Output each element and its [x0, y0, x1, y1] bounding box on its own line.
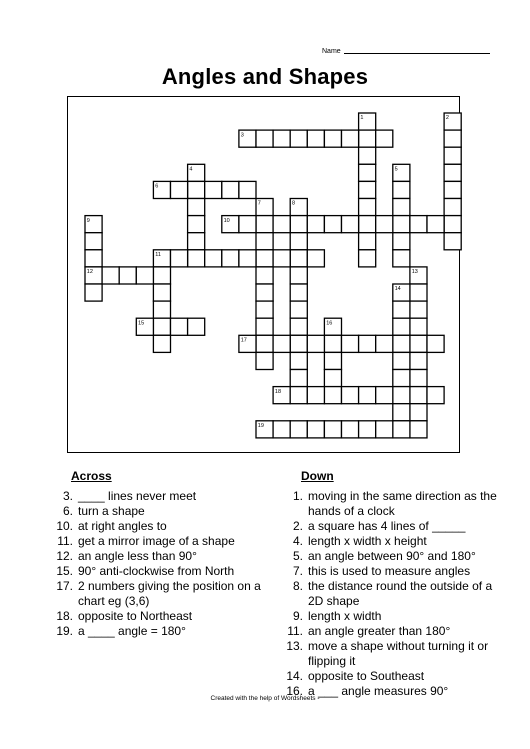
clue-number: 17. — [56, 579, 73, 593]
grid-cell[interactable] — [376, 421, 393, 438]
down-clues — [263, 469, 503, 699]
across-clue — [47, 609, 262, 624]
grid-cell[interactable] — [256, 318, 273, 335]
grid-cell[interactable] — [444, 199, 461, 216]
grid-cell[interactable] — [239, 216, 256, 233]
clue-text: an angle greater than 180° — [308, 624, 451, 638]
cell-number: 15 — [138, 320, 145, 327]
grid-cell[interactable] — [256, 267, 273, 284]
clue-text: turn a shape — [78, 504, 145, 518]
clue-text: opposite to Northeast — [78, 609, 193, 623]
grid-cell[interactable] — [393, 352, 410, 369]
grid-cell[interactable] — [290, 130, 307, 147]
grid-cell[interactable] — [410, 404, 427, 421]
grid-cell[interactable] — [188, 318, 205, 335]
clue-number: 9. — [292, 609, 303, 623]
grid-cell[interactable] — [342, 216, 359, 233]
grid-cell[interactable] — [342, 130, 359, 147]
grid-cell[interactable] — [393, 233, 410, 250]
grid-cell[interactable] — [153, 284, 170, 301]
grid-cell[interactable] — [290, 233, 307, 250]
clue-text: opposite to Southeast — [308, 669, 425, 683]
grid-cell[interactable] — [290, 250, 307, 267]
grid-cell[interactable] — [85, 233, 102, 250]
grid-cell[interactable] — [290, 267, 307, 284]
grid-cell[interactable] — [410, 387, 427, 404]
grid-cell[interactable] — [410, 335, 427, 352]
grid-cell[interactable] — [393, 301, 410, 318]
cell-number: 5 — [394, 166, 398, 173]
grid-cell[interactable] — [102, 267, 119, 284]
grid-cell[interactable] — [324, 335, 341, 352]
grid-cell[interactable] — [393, 335, 410, 352]
grid-cell[interactable] — [427, 216, 444, 233]
grid-cell[interactable] — [290, 216, 307, 233]
across-clue — [47, 564, 262, 579]
grid-cell[interactable] — [359, 233, 376, 250]
grid-cell[interactable] — [444, 216, 461, 233]
clue-text: length x width — [308, 609, 382, 623]
grid-cell[interactable] — [376, 216, 393, 233]
grid-cell[interactable] — [393, 216, 410, 233]
grid-cell[interactable] — [359, 335, 376, 352]
down-clue — [263, 519, 503, 534]
grid-cell[interactable] — [256, 352, 273, 369]
down-heading: Down — [301, 469, 334, 483]
grid-cell[interactable] — [359, 147, 376, 164]
grid-cell[interactable] — [153, 267, 170, 284]
grid-cell[interactable] — [188, 216, 205, 233]
grid-cell[interactable] — [256, 335, 273, 352]
clue-text: an angle less than 90° — [78, 549, 197, 563]
clue-number: 6. — [62, 504, 73, 518]
grid-cell[interactable] — [85, 284, 102, 301]
down-clue — [263, 564, 503, 579]
across-clue — [47, 579, 262, 609]
grid-cell[interactable] — [273, 216, 290, 233]
cell-number: 19 — [257, 423, 264, 429]
clue-number: 11. — [57, 534, 73, 548]
clue-number: 7. — [292, 564, 303, 578]
grid-cell[interactable] — [324, 387, 341, 404]
clue-text: move a shape without turning it or flipping it — [308, 639, 489, 668]
grid-cell[interactable] — [324, 370, 341, 387]
grid-cell[interactable] — [222, 250, 239, 267]
grid-cell[interactable] — [359, 421, 376, 438]
grid-cell[interactable] — [273, 335, 290, 352]
grid-cell[interactable] — [410, 318, 427, 335]
across-clue — [47, 504, 262, 519]
cell-number: 8 — [292, 200, 296, 207]
cell-number: 9 — [86, 217, 90, 224]
clue-text: this is used to measure angles — [308, 564, 471, 578]
across-clue — [47, 624, 262, 639]
clue-text: at right angles to — [78, 519, 167, 533]
across-clue — [47, 549, 262, 564]
page-title: Angles and Shapes — [161, 64, 369, 89]
clue-number: 15. — [56, 564, 73, 578]
grid-cell[interactable] — [359, 216, 376, 233]
down-clue — [263, 624, 503, 639]
down-clue — [263, 609, 503, 624]
grid-cell[interactable] — [393, 181, 410, 198]
grid-cell[interactable] — [290, 352, 307, 369]
grid-cell[interactable] — [239, 181, 256, 198]
clue-number: 3. — [62, 489, 73, 503]
grid-cell[interactable] — [393, 404, 410, 421]
clue-number: 12. — [56, 549, 73, 563]
grid-cell[interactable] — [256, 284, 273, 301]
grid-cell[interactable] — [410, 370, 427, 387]
cell-number: 12 — [86, 269, 93, 276]
clue-number: 16. — [286, 684, 303, 698]
grid-cell[interactable] — [136, 267, 153, 284]
grid-cell[interactable] — [444, 147, 461, 164]
clue-number: 5. — [292, 549, 303, 563]
grid-cell[interactable] — [171, 250, 188, 267]
grid-cell[interactable] — [119, 267, 136, 284]
grid-cell[interactable] — [444, 181, 461, 198]
grid-cell[interactable] — [359, 199, 376, 216]
grid-cell[interactable] — [290, 421, 307, 438]
grid-cell[interactable] — [393, 250, 410, 267]
grid-cell[interactable] — [290, 387, 307, 404]
grid-cell[interactable] — [359, 164, 376, 181]
grid-cell[interactable] — [273, 250, 290, 267]
grid-cell[interactable] — [153, 301, 170, 318]
grid-cell[interactable] — [427, 387, 444, 404]
grid-cell[interactable] — [273, 421, 290, 438]
grid-cell[interactable] — [427, 335, 444, 352]
clue-number: 1. — [292, 489, 303, 503]
grid-cell[interactable] — [307, 216, 324, 233]
clue-number: 2. — [292, 519, 303, 533]
grid-cell[interactable] — [359, 130, 376, 147]
grid-cell[interactable] — [290, 335, 307, 352]
grid-cell[interactable] — [290, 301, 307, 318]
grid-cell[interactable] — [188, 181, 205, 198]
footer-credit: Created with the help of Wordsheets - — [210, 695, 320, 702]
grid-cell[interactable] — [342, 387, 359, 404]
down-clue — [263, 489, 503, 519]
cell-number: 7 — [257, 200, 261, 207]
grid-cell[interactable] — [256, 233, 273, 250]
grid-cell[interactable] — [410, 421, 427, 438]
clue-text: length x width x height — [308, 534, 427, 548]
cell-number: 10 — [223, 217, 230, 224]
grid-cell[interactable] — [171, 181, 188, 198]
grid-cell[interactable] — [410, 301, 427, 318]
clue-text: a ____ angle = 180° — [78, 624, 186, 638]
grid-cell[interactable] — [393, 199, 410, 216]
cell-number: 11 — [155, 252, 161, 258]
grid-cell[interactable] — [342, 335, 359, 352]
grid-cell[interactable] — [307, 421, 324, 438]
grid-cell[interactable] — [410, 216, 427, 233]
cell-number: 13 — [411, 269, 418, 276]
down-clue — [263, 669, 503, 684]
clue-text: an angle between 90° and 180° — [308, 549, 476, 563]
grid-cell[interactable] — [359, 387, 376, 404]
clue-text: the distance round the outside of a 2D shape — [308, 579, 493, 608]
across-heading: Across — [71, 469, 112, 483]
clue-text: a square has 4 lines of _____ — [308, 519, 466, 533]
cell-number: 16 — [326, 320, 333, 327]
grid-cell[interactable] — [307, 335, 324, 352]
grid-cell[interactable] — [393, 318, 410, 335]
clue-text: ____ lines never meet — [78, 489, 197, 503]
grid-cell[interactable] — [256, 250, 273, 267]
grid-cell[interactable] — [410, 284, 427, 301]
grid-cell[interactable] — [85, 250, 102, 267]
grid-cell[interactable] — [153, 318, 170, 335]
clue-number: 4. — [292, 534, 303, 548]
grid-cell[interactable] — [324, 130, 341, 147]
cell-number: 4 — [189, 166, 193, 173]
grid-cell[interactable] — [393, 370, 410, 387]
cell-number: 14 — [394, 286, 401, 293]
across-clue — [47, 489, 262, 504]
cell-number: 17 — [240, 337, 247, 344]
grid-cell[interactable] — [256, 130, 273, 147]
grid-cell[interactable] — [239, 250, 256, 267]
cell-number: 1 — [360, 115, 364, 122]
grid-cell[interactable] — [290, 370, 307, 387]
grid-cell[interactable] — [307, 250, 324, 267]
grid-cell[interactable] — [342, 421, 359, 438]
clue-number: 18. — [56, 609, 73, 623]
across-clue — [47, 534, 262, 549]
grid-cell[interactable] — [444, 130, 461, 147]
clue-number: 10. — [56, 519, 73, 533]
clue-number: 11. — [287, 624, 303, 638]
grid-cell[interactable] — [324, 421, 341, 438]
grid-cell[interactable] — [376, 387, 393, 404]
grid-cell[interactable] — [359, 250, 376, 267]
grid-cell[interactable] — [188, 199, 205, 216]
clue-text: 2 numbers giving the position on a chart eg (3,6) — [78, 579, 261, 608]
name-label: Name — [322, 48, 341, 55]
grid-cell[interactable] — [290, 318, 307, 335]
grid-cell[interactable] — [256, 301, 273, 318]
clue-text: a ___ angle measures 90° — [308, 684, 449, 698]
grid-cell[interactable] — [324, 216, 341, 233]
down-clue — [263, 534, 503, 549]
grid-cell[interactable] — [444, 164, 461, 181]
grid-cell[interactable] — [376, 130, 393, 147]
grid-cell[interactable] — [359, 181, 376, 198]
grid-cell[interactable] — [171, 318, 188, 335]
grid-cell[interactable] — [307, 387, 324, 404]
down-clue — [263, 549, 503, 564]
grid-cell[interactable] — [444, 233, 461, 250]
down-clue — [263, 639, 503, 669]
grid-cell[interactable] — [324, 352, 341, 369]
clue-text: moving in the same direction as the hands of a clock — [308, 489, 497, 518]
grid-cell[interactable] — [188, 250, 205, 267]
down-clue — [263, 579, 503, 609]
clue-text: 90° anti-clockwise from North — [78, 564, 235, 578]
grid-cell[interactable] — [256, 216, 273, 233]
across-clue — [47, 519, 262, 534]
grid-cell[interactable] — [307, 130, 324, 147]
clue-number: 13. — [286, 639, 303, 653]
grid-cell[interactable] — [205, 250, 222, 267]
grid-cell[interactable] — [205, 181, 222, 198]
grid-cell[interactable] — [393, 421, 410, 438]
across-clues — [47, 469, 262, 639]
grid-cell[interactable] — [410, 352, 427, 369]
grid-cell[interactable] — [393, 387, 410, 404]
clue-number: 14. — [286, 669, 303, 683]
cell-number: 2 — [445, 115, 449, 122]
grid-cell[interactable] — [188, 233, 205, 250]
clue-text: get a mirror image of a shape — [78, 534, 235, 548]
grid-cell[interactable] — [376, 335, 393, 352]
cell-number: 6 — [155, 183, 159, 190]
grid-cell[interactable] — [273, 130, 290, 147]
cell-number: 18 — [274, 388, 282, 395]
cell-number: 3 — [240, 132, 244, 139]
grid-cell[interactable] — [222, 181, 239, 198]
clue-number: 19. — [56, 624, 73, 638]
clue-number: 8. — [292, 579, 303, 593]
grid-cell[interactable] — [153, 335, 170, 352]
grid-cell[interactable] — [290, 284, 307, 301]
